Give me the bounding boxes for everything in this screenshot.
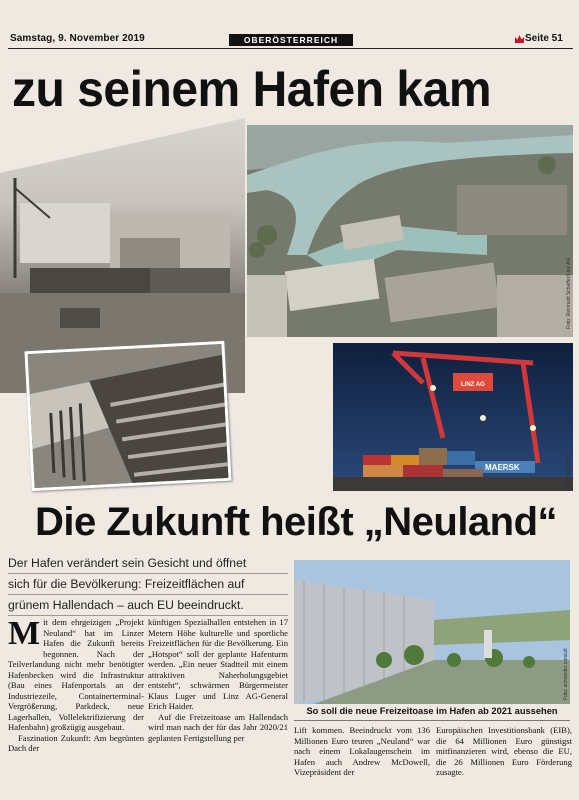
page-number: Seite 51 bbox=[525, 33, 563, 44]
linz-ag-crane-label: LINZ AG bbox=[461, 382, 485, 388]
aerial-photo-credit: Foto: Reinhold Schaffer/Linz AG bbox=[566, 257, 572, 329]
article-column-2 bbox=[148, 617, 288, 800]
container-terminal-photo bbox=[333, 343, 573, 491]
column-3-paragraph-1: Lift kommen. Beeindruckt vom 136 Millionen Euro teuren „Neuland“ war nach einem Lokalaugenschein im Hafen auch Andrew McDowell, Vizepräsident der bbox=[294, 725, 430, 777]
freizeitoase-rendering bbox=[294, 560, 570, 704]
issue-date: Samstag, 9. November 2019 bbox=[10, 33, 145, 44]
deck-line-1: Der Hafen verändert sein Gesicht und öffnet bbox=[8, 553, 288, 574]
section-label: OBERÖSTERREICH bbox=[229, 34, 353, 46]
column-2-paragraph-1: künftigen Spezialhallen entstehen in 17 Metern Höhe kulturelle und sportliche Freizeitflächen für die Bevölkerung. Ein „Hotspot“ soll der geplante Hafenturm werden. „Ein neuer Stadtteil mit einem attraktiven Naherholungsgebiet entsteht“, schwärmen Bürgermeister Klaus Luger und Linz AG-General Erich Haider. bbox=[148, 617, 288, 711]
deck-line-2: sich für die Bevölkerung: Freizeitflächen auf bbox=[8, 574, 288, 595]
crown-icon bbox=[515, 35, 524, 43]
column-4-paragraph-1: Europäischen Investitionsbank (EIB), die 64 Millionen Euro günstigst mitfinanzieren wird, ebenso die EU, die 26 Millionen Euro Förderung zusagte. bbox=[436, 725, 572, 777]
render-credit: Foto: schneider consult bbox=[563, 648, 569, 700]
column-2-paragraph-2: Auf die Freizeitoase am Hallendach wird man nach der für das Jahr 2020/21 geplanten Fertigstellung per bbox=[148, 711, 288, 743]
drop-cap: M bbox=[8, 617, 41, 652]
maersk-label: MAERSK bbox=[485, 463, 520, 472]
article-column-1 bbox=[8, 617, 144, 800]
container-photo-credit: Foto: MCRLOX bbox=[566, 453, 572, 488]
column-1-paragraph-2: Faszination Zukunft: Am begrünten Dach der bbox=[8, 732, 144, 753]
header-divider bbox=[8, 48, 573, 49]
article-column-4 bbox=[436, 725, 572, 800]
article-deck bbox=[8, 553, 288, 616]
aerial-harbour-photo bbox=[247, 125, 573, 337]
caption-divider bbox=[294, 720, 570, 721]
deck-line-3: grünem Hallendach – auch EU beeindruckt. bbox=[8, 595, 288, 616]
column-1-paragraph-1: it dem ehrgeizigen „Projekt Neuland“ hat im Linzer Hafen die Zukunft bereits begonnen. Nach der Teilverlandung nicht mehr benötigter Hafenbecken wird die Infrastruktur (Bau eines Hafenportals an der Industriezeile, Containerterminal-Vergrößerung, Parkdeck, neue Lagerhallen, Vollelektrifizierung der Hafenbahn) großzügig ausgebaut. bbox=[8, 617, 144, 732]
article-column-3 bbox=[294, 725, 430, 800]
render-caption: So soll die neue Freizeitoase im Hafen ab 2021 aussehen bbox=[306, 706, 558, 716]
top-headline: zu seinem Hafen kam bbox=[12, 61, 492, 117]
main-headline: Die Zukunft heißt „Neuland“ bbox=[35, 500, 558, 544]
construction-inset-photo bbox=[24, 341, 231, 491]
